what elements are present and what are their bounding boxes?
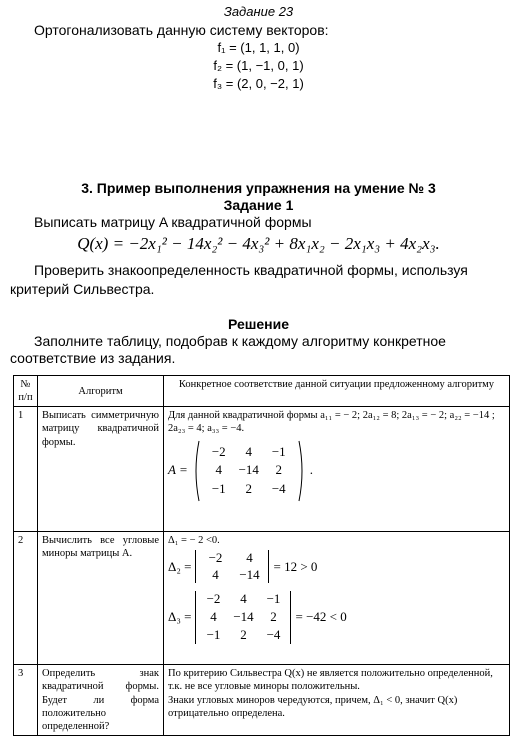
det-cell: −14	[233, 609, 254, 625]
matrix-cell: −1	[211, 480, 226, 496]
table-row	[14, 407, 510, 532]
matrix-end: .	[309, 462, 313, 478]
section-heading: 3. Пример выполнения упражнения на умение № 3	[81, 180, 436, 196]
matrix-cell: 2	[245, 480, 252, 496]
task-instruction: Выписать матрицу A квадратичной формы	[34, 214, 312, 230]
det-cell: 2	[240, 627, 247, 643]
task23-instruction: Ортогонализовать данную систему векторов:	[34, 22, 329, 38]
row-text-1: По критерию Сильвестра Q(x) не является положительно определенной, т.к. не все угловые миноры положительны.	[168, 668, 493, 693]
det-cell: −4	[266, 627, 281, 643]
vector-f2: f₂ = (1, −1, 0, 1)	[213, 58, 304, 73]
solution-line-1: Заполните таблицу, подобрав к каждому алгоритму конкретное	[34, 333, 446, 349]
delta2-determinant	[198, 550, 266, 583]
det-cell: 4	[210, 609, 217, 625]
row-number: 2	[14, 532, 38, 665]
vector-f1: f₁ = (1, 1, 1, 0)	[217, 40, 300, 55]
det-cell: −2	[208, 550, 223, 566]
matrix-a	[204, 444, 294, 497]
matrix-cell: −2	[211, 444, 226, 460]
check-line-2: критерий Сильвестра.	[10, 281, 155, 297]
header-num: № п/п	[14, 376, 38, 407]
row-number: 3	[14, 665, 38, 736]
header-correspondence: Конкретное соответствие данной ситуации предложенному алгоритму	[164, 376, 510, 407]
row-number: 1	[14, 407, 38, 532]
delta3-label: Δ₃ =	[168, 609, 192, 625]
row-correspondence	[164, 532, 510, 665]
quadratic-form-formula: Q(x) = −2x₁² − 14x₂² − 4x₃² + 8x₁x₂ − 2x₁x₃ + 4x₂x₃.	[77, 234, 440, 253]
det-cell: 4	[240, 590, 247, 606]
matrix-cell: −14	[238, 462, 259, 478]
task-title: Задание 1	[223, 197, 294, 213]
delta1: Δ₁ = − 2 <0.	[168, 535, 220, 547]
delta2-label: Δ₂ =	[168, 558, 192, 574]
row-algorithm: Вычислить все угловые миноры матрицы A.	[38, 532, 164, 665]
det-cell: −1	[266, 590, 281, 606]
algorithm-table	[13, 375, 510, 736]
matrix-label: A =	[168, 462, 188, 478]
matrix-cell: −4	[271, 480, 286, 496]
det-cell: 4	[212, 566, 219, 582]
right-paren-icon	[298, 440, 306, 502]
left-paren-icon	[192, 440, 200, 502]
delta3-result: = −42 < 0	[295, 609, 347, 625]
row-algorithm: Выписать симметричную матрицу квадратичной формы.	[38, 407, 164, 532]
solution-line-2: соответствие из задания.	[10, 350, 176, 366]
det-cell: −14	[239, 566, 260, 582]
matrix-cell: 4	[245, 444, 252, 460]
row-correspondence	[164, 407, 510, 532]
det-cell: 2	[270, 609, 277, 625]
det-cell: −1	[206, 627, 221, 643]
matrix-cell: 4	[215, 462, 222, 478]
vector-f3: f₃ = (2, 0, −2, 1)	[213, 76, 304, 91]
delta2-result: = 12 > 0	[273, 558, 318, 574]
task23-title: Задание 23	[223, 4, 294, 19]
det-cell: −2	[206, 590, 221, 606]
row-text: Для данной квадратичной формы a₁₁ = − 2; 2a₁₂ = 8; 2a₁₃ = − 2; a₂₂ = −14 ; 2a₂₃ = 4; a₃₃ = −4.	[168, 410, 495, 435]
table-header-row	[14, 376, 510, 407]
delta3-determinant	[198, 591, 288, 644]
row-text-2: Знаки угловых миноров чередуются, причем, Δ₁ < 0, значит Q(x) отрицательно определена.	[168, 694, 458, 719]
row-algorithm: Определить знак квадратичной формы. Будет ли форма положительно определенной?	[38, 665, 164, 736]
solution-heading: Решение	[227, 316, 290, 332]
matrix-cell: −1	[271, 444, 286, 460]
det-cell: 4	[246, 550, 253, 566]
table-row	[14, 665, 510, 736]
matrix-cell: 2	[275, 462, 282, 478]
table-row	[14, 532, 510, 665]
row-correspondence	[164, 665, 510, 736]
header-algorithm: Алгоритм	[38, 376, 164, 407]
check-line-1: Проверить знакоопределенность квадратичной формы, используя	[34, 262, 468, 278]
